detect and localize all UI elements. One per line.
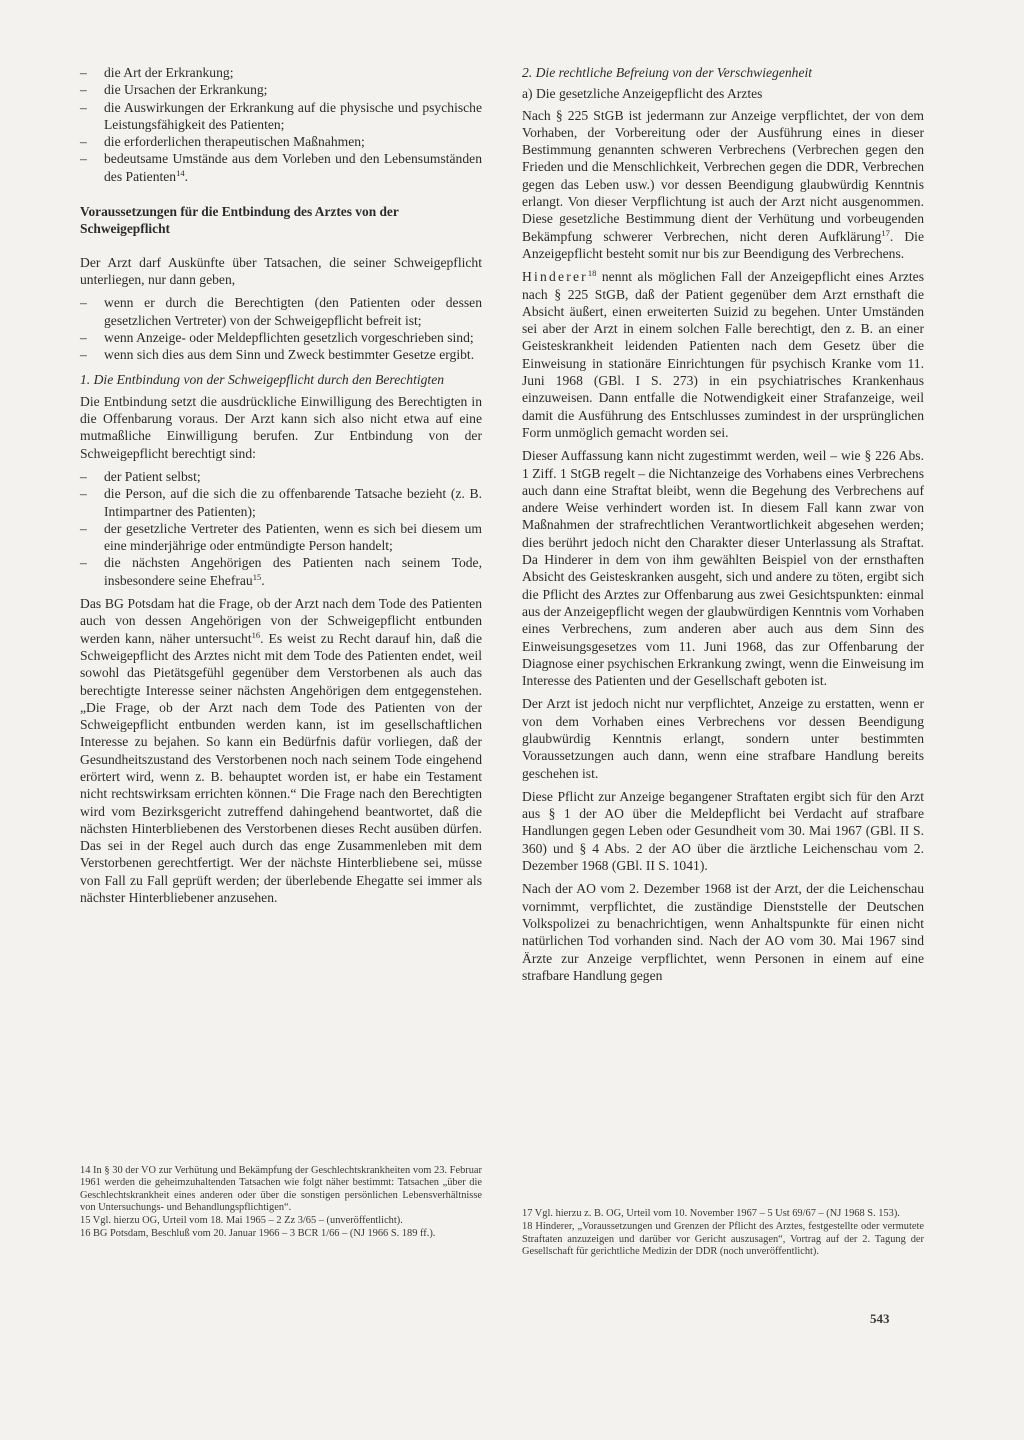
footnote: 15 Vgl. hierzu OG, Urteil vom 18. Mai 1965 – 2 Zz 3/65 – (unveröffentlicht). — [80, 1215, 403, 1227]
list-item: – wenn Anzeige- oder Meldepflichten gesetzlich vorgeschrieben sind; — [80, 329, 474, 345]
subsection-subheading: a) Die gesetzliche Anzeigepflicht des Arztes — [522, 86, 763, 102]
topic-list — [80, 64, 482, 185]
authorized-persons-list — [80, 468, 482, 589]
list-item: – wenn sich dies aus dem Sinn und Zweck bestimmter Gesetze ergibt. — [80, 347, 475, 363]
list-item: – bedeutsame Umstände aus dem Vorleben und den Lebensumständen des Patienten$^{14}$. — [80, 151, 482, 184]
list-item: – der Patient selbst; — [80, 468, 201, 484]
subsection-heading: 1. Die Entbindung von der Schweigepflicht durch den Berechtigten — [80, 372, 445, 388]
list-item: – die Auswirkungen der Erkrankung auf die physische und psychische Leistungsfähigkeit des Patienten; — [80, 99, 482, 132]
footnote: 18 Hinderer, „Voraussetzungen und Grenzen der Pflicht des Arztes, festgestellte oder vermutete Straftaten anzuzeigen und darüber vor Gericht auszusagen“, Vortrag auf der 2. Tagung der Gesellschaft für gerichtliche Medizin der DDR (noch unveröffentlicht). — [522, 1221, 924, 1257]
list-item: – die Art der Erkrankung; — [80, 65, 234, 80]
paragraph: Der Arzt darf Auskünfte über Tatsachen, die seiner Schweigepflicht unterliegen, nur dann geben, — [80, 254, 482, 287]
condition-list — [80, 294, 482, 363]
paragraph: Dieser Auffassung kann nicht zugestimmt werden, weil – wie § 226 Abs. 1 Ziff. 1 StGB regelt – die Nichtanzeige des Vorhabens eines Verbrechens auch dann eine Straftat bleibt, wenn die Begehung des Verbrechens auf andere Weise verhindert worden ist. In diesem Fall kann zwar von Maßnahmen der strafrechtlichen Verantwortlichkeit abgesehen werden; dies berührt jedoch nicht den Charakter dieser Unterlassung als Straftat. Da Hinderer in dem von ihm gewählten Beispiel von der ernsthaften Absicht des Geisteskranken ausgeht, sich und andere zu töten, ergibt sich die Pflicht des Arztes zur Offenbarung aus zwei Gesichtspunkten: einmal aus der Anzeigepflicht wegen der glaubwürdigen Kenntnis vom Vorhaben eines Verbrechens, zum anderen aber auch aus dem Sinn des Einweisungsgesetzes vom 11. Juni 1968, das zur Offenbarung der Diagnose einer psychischen Erkrankung zwingt, wenn die Einweisung im Interesse des Patienten und der Gesellschaft geboten ist. — [522, 448, 924, 689]
left-column — [80, 64, 482, 912]
footnote-ref: 17 — [881, 227, 890, 238]
paragraph: Diese Pflicht zur Anzeige begangener Straftaten ergibt sich für den Arzt aus § 1 der AO über die Meldepflicht bei Verdacht auf strafbare Handlungen gegen Leben oder Gesundheit vom 30. Mai 1967 (GBl. II S. 360) und § 4 Abs. 2 der AO über die ärztliche Leichenschau vom 2. Dezember 1968 (GBl. II S. 1041). — [522, 788, 924, 874]
footnotes-right — [522, 1208, 924, 1259]
right-column — [522, 64, 924, 990]
footnote-ref: 14 — [176, 167, 185, 178]
footnotes-left — [80, 1165, 482, 1242]
list-item: – wenn er durch die Berechtigten (den Patienten oder dessen gesetzlichen Vertreter) von der Schweigepflicht befreit ist; — [80, 295, 482, 328]
paragraph: Nach § 225 StGB ist jedermann zur Anzeige verpflichtet, der von dem Vorhaben, der Vorbereitung oder der Ausführung eines in dieser Bestimmung genannten schweren Verbrechens (Verbrechen gegen den Frieden und die Menschlichkeit, Verbrechen gegen die DDR, Verbrechen gegen das Leben usw.) vor dessen Beendigung glaubwürdig Kenntnis erlangt. Von dieser Verpflichtung ist auch der Arzt nicht ausgenommen. Diese gesetzliche Bestimmung dient der Verhütung und vorbeugenden Bekämpfung schwerer Verbrechen, nicht deren Aufklärung$^{17}$. Die Anzeigepflicht besteht somit nur bis zur Beendigung des Verbrechens. — [522, 107, 924, 261]
paragraph: Hinderer$^{18}$ nennt als möglichen Fall der Anzeigepflicht eines Arztes nach § 225 StGB, daß der Patient gegenüber dem Arzt ernsthaft die Absicht äußert, einen erweiterten Suizid zu begehen. Unter Umständen sei aber der Arzt in einem solchen Falle berechtigt, den z. B. an einer Geisteskrankheit leidenden Patienten nach dem Gesetz über die Einweisung in stationäre Einrichtungen für psychisch Kranke vom 11. Juni 1968 (GBl. I S. 273) in ein psychiatrisches Krankenhaus einzuweisen. Dann entfalle die Notwendigkeit einer Strafanzeige, weil damit die Ausführung des Entschlusses zumindest in der ursprünglichen Form unmöglich gemacht worden sei. — [522, 268, 924, 440]
list-item: – der gesetzliche Vertreter des Patienten, wenn es sich bei diesem um eine minderjährige oder entmündigte Person handelt; — [80, 520, 482, 554]
footnote: 14 In § 30 der VO zur Verhütung und Bekämpfung der Geschlechtskrankheiten vom 23. Februar 1961 werden die geheimzuhaltenden Tatsachen wie folgt näher bestimmt: Tatsachen „über die Geschlechtskrankheit eines anderen oder über die sonstigen persönlichen Lebensverhältnisse von Untersuchungs- und Behandlungspflichtigen“. — [80, 1165, 482, 1213]
paragraph: Der Arzt ist jedoch nicht nur verpflichtet, Anzeige zu erstatten, wenn er von dem Vorhaben eines Verbrechens vor dessen Beendigung glaubwürdig Kenntnis erlangt, sondern unter bestimmten Voraussetzungen auch dann, wenn eine strafbare Handlung bereits geschehen ist. — [522, 696, 924, 781]
list-item: – die Ursachen der Erkrankung; — [80, 82, 268, 98]
list-item: – die nächsten Angehörigen des Patienten nach seinem Tode, insbesondere seine Ehefrau$^{15}$. — [80, 555, 482, 588]
section-heading: Voraussetzungen für die Entbindung des Arztes von der Schweigepflicht — [80, 204, 399, 237]
footnote-ref: 16 — [251, 629, 261, 640]
page-number: 543 — [870, 1311, 890, 1326]
footnote: 16 BG Potsdam, Beschluß vom 20. Januar 1966 – 3 BCR 1/66 – (NJ 1966 S. 189 ff.). — [80, 1228, 436, 1240]
list-item: – die erforderlichen therapeutischen Maßnahmen; — [80, 134, 365, 150]
author-name: Hinderer — [522, 269, 588, 285]
footnote-ref: 15 — [252, 571, 262, 582]
footnote-ref: 18 — [587, 268, 597, 279]
paragraph: Nach der AO vom 2. Dezember 1968 ist der Arzt, der die Leichenschau vornimmt, verpflichtet, die zuständige Dienststelle der Deutschen Volkspolizei zu benachrichtigen, wenn Anhaltspunkte für einen nicht natürlichen Tod vorhanden sind. Nach der AO vom 30. Mai 1967 sind Ärzte zur Anzeige verpflichtet, wenn Personen in einem auf eine strafbare Handlung gegen — [522, 881, 924, 983]
list-item: – die Person, auf die sich die zu offenbarende Tatsache bezieht (z. B. Intimpartner des Patienten); — [80, 486, 482, 519]
subsection-heading: 2. Die rechtliche Befreiung von der Verschwiegenheit — [522, 65, 813, 80]
paragraph: Die Entbindung setzt die ausdrückliche Einwilligung des Berechtigten in die Offenbarung voraus. Der Arzt kann sich also nicht etwa auf eine mutmaßliche Einwilligung berufen. Zur Entbindung von der Schweigepflicht berechtigt sind: — [80, 393, 482, 461]
paragraph: Das BG Potsdam hat die Frage, ob der Arzt nach dem Tode des Patienten auch von dessen Angehörigen von der Schweigepflicht entbunden werden kann, näher untersucht$^{16}$. Es weist zu Recht darauf hin, daß die Schweigepflicht des Arztes nicht mit dem Tode des Patienten endet, weil sowohl das Pietätsgefühl gegenüber dem Verstorbenen als auch das berechtigte Interesse seiner nächsten Angehörigen dem entgegenstehen. „Die Frage, ob der Arzt nach dem Tode des Patienten von der Schweigepflicht entbunden werden kann, ist im gesellschaftlichen Interesse zu bejahen. So kann ein Bedürfnis dafür vorliegen, daß der Gesundheitszustand des Verstorbenen noch nach seinem Tode eingehend erörtert wird, wenn z. B. behauptet worden ist, er habe ein Testament nicht rechtswirksam errichten können.“ Die Frage nach den Berechtigten wird vom Bezirksgericht zutreffend dahingehend beantwortet, daß die nächsten Hinterbliebenen des Verstorbenen dieses Recht ausüben dürfen. Das sei in der Regel auch durch das enge Zusammenleben mit dem Verstorbenen gerechtfertigt. Wer der nächste Hinterbliebene sei, müsse von Fall zu Fall geprüft werden; der überlebende Ehegatte sei immer als nächster Hinterbliebener anzusehen. — [80, 596, 482, 906]
footnote: 17 Vgl. hierzu z. B. OG, Urteil vom 10. November 1967 – 5 Ust 69/67 – (NJ 1968 S. 153). — [522, 1208, 900, 1219]
